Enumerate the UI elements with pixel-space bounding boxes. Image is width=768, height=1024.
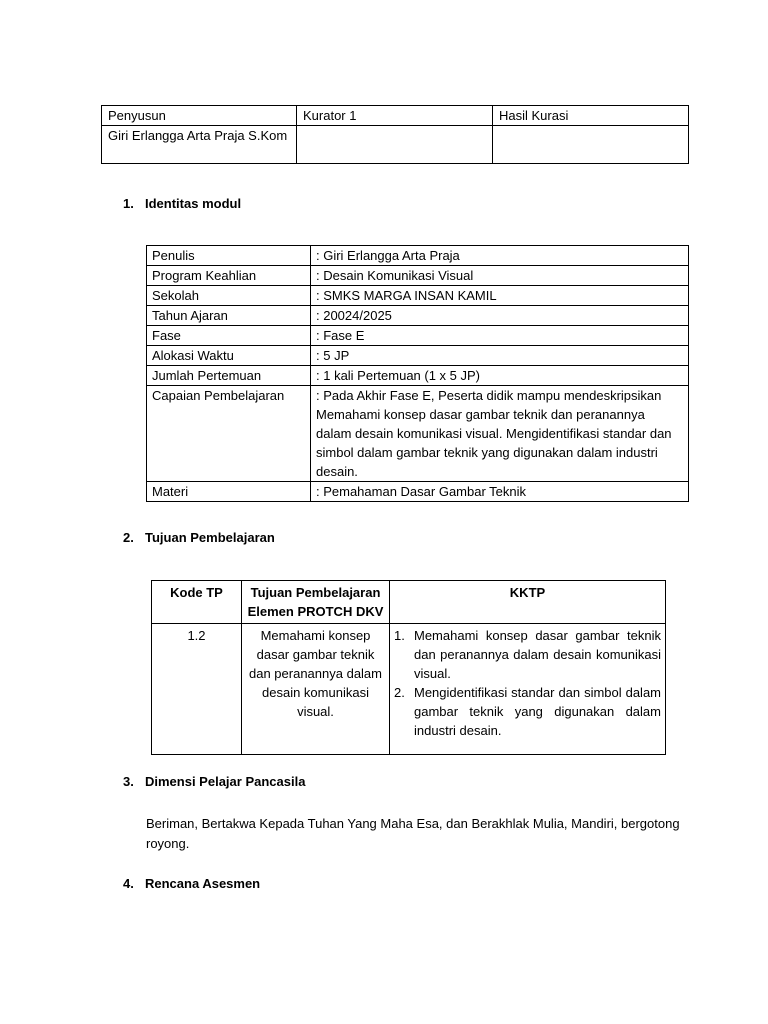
identity-table <box>146 245 689 502</box>
list-number: 2. <box>394 685 405 700</box>
identity-row <box>147 346 689 366</box>
identity-value: : 5 JP <box>311 346 689 366</box>
section-heading-1 <box>123 196 241 211</box>
kktp-list <box>394 626 661 740</box>
kode-tp-cell: 1.2 <box>152 624 242 755</box>
list-text: Mengidentifikasi standar dan simbol dalam gambar teknik yang digunakan dalam industri desain. <box>414 685 661 738</box>
identity-label: Alokasi Waktu <box>147 346 311 366</box>
identity-row <box>147 326 689 346</box>
kurator-value <box>297 126 493 164</box>
identity-row <box>147 482 689 502</box>
header-kode-tp: Kode TP <box>152 581 242 624</box>
section-title: Identitas modul <box>145 196 242 211</box>
hasil-kurasi-value <box>493 126 689 164</box>
identity-label: Materi <box>147 482 311 502</box>
section-number: 3. <box>123 774 134 789</box>
header-kurator: Kurator 1 <box>297 106 493 126</box>
identity-label: Tahun Ajaran <box>147 306 311 326</box>
identity-row <box>147 266 689 286</box>
list-item <box>394 626 661 683</box>
identity-value: : Fase E <box>311 326 689 346</box>
identity-label: Capaian Pembelajaran <box>147 386 311 482</box>
section-title: Dimensi Pelajar Pancasila <box>145 774 306 789</box>
identity-row <box>147 306 689 326</box>
section-heading-4 <box>123 876 260 891</box>
tp-table <box>151 580 666 755</box>
identity-label: Jumlah Pertemuan <box>147 366 311 386</box>
section-number: 4. <box>123 876 134 891</box>
section-number: 2. <box>123 530 134 545</box>
header-hasil-kurasi: Hasil Kurasi <box>493 106 689 126</box>
tp-row <box>152 624 666 755</box>
identity-label: Penulis <box>147 246 311 266</box>
curation-table <box>101 105 689 164</box>
header-penyusun: Penyusun <box>102 106 297 126</box>
curation-data-row <box>102 126 689 164</box>
header-kktp: KKTP <box>390 581 666 624</box>
identity-label: Fase <box>147 326 311 346</box>
identity-row <box>147 286 689 306</box>
section-heading-2 <box>123 530 275 545</box>
list-text: Memahami konsep dasar gambar teknik dan peranannya dalam desain komunikasi visual. <box>414 628 661 681</box>
identity-label: Sekolah <box>147 286 311 306</box>
section-number: 1. <box>123 196 134 211</box>
identity-value: : 20024/2025 <box>311 306 689 326</box>
header-tujuan: Tujuan Pembelajaran Elemen PROTCH DKV <box>242 581 390 624</box>
identity-value: : SMKS MARGA INSAN KAMIL <box>311 286 689 306</box>
curation-header-row <box>102 106 689 126</box>
dimensi-paragraph: Beriman, Bertakwa Kepada Tuhan Yang Maha Esa, dan Berakhlak Mulia, Mandiri, bergotong royong. <box>146 816 680 851</box>
identity-value: : Pemahaman Dasar Gambar Teknik <box>311 482 689 502</box>
identity-label: Program Keahlian <box>147 266 311 286</box>
tp-header-row <box>152 581 666 624</box>
identity-value: : 1 kali Pertemuan (1 x 5 JP) <box>311 366 689 386</box>
identity-value: : Pada Akhir Fase E, Peserta didik mampu mendeskripsikan Memahami konsep dasar gambar teknik dan peranannya dalam desain komunikasi visual. Mengidentifikasi standar dan simbol dalam gambar teknik yang digunakan dalam industri desain. <box>311 386 689 482</box>
section-title: Rencana Asesmen <box>145 876 261 891</box>
identity-row <box>147 386 689 482</box>
list-item <box>394 683 661 740</box>
tujuan-cell: Memahami konsep dasar gambar teknik dan peranannya dalam desain komunikasi visual. <box>242 624 390 755</box>
kktp-cell <box>390 624 666 755</box>
section-heading-3 <box>123 774 305 789</box>
identity-row <box>147 246 689 266</box>
section-title: Tujuan Pembelajaran <box>145 530 275 545</box>
penyusun-name: Giri Erlangga Arta Praja S.Kom <box>102 126 297 164</box>
list-number: 1. <box>394 628 405 643</box>
identity-value: : Giri Erlangga Arta Praja <box>311 246 689 266</box>
identity-value: : Desain Komunikasi Visual <box>311 266 689 286</box>
identity-row <box>147 366 689 386</box>
